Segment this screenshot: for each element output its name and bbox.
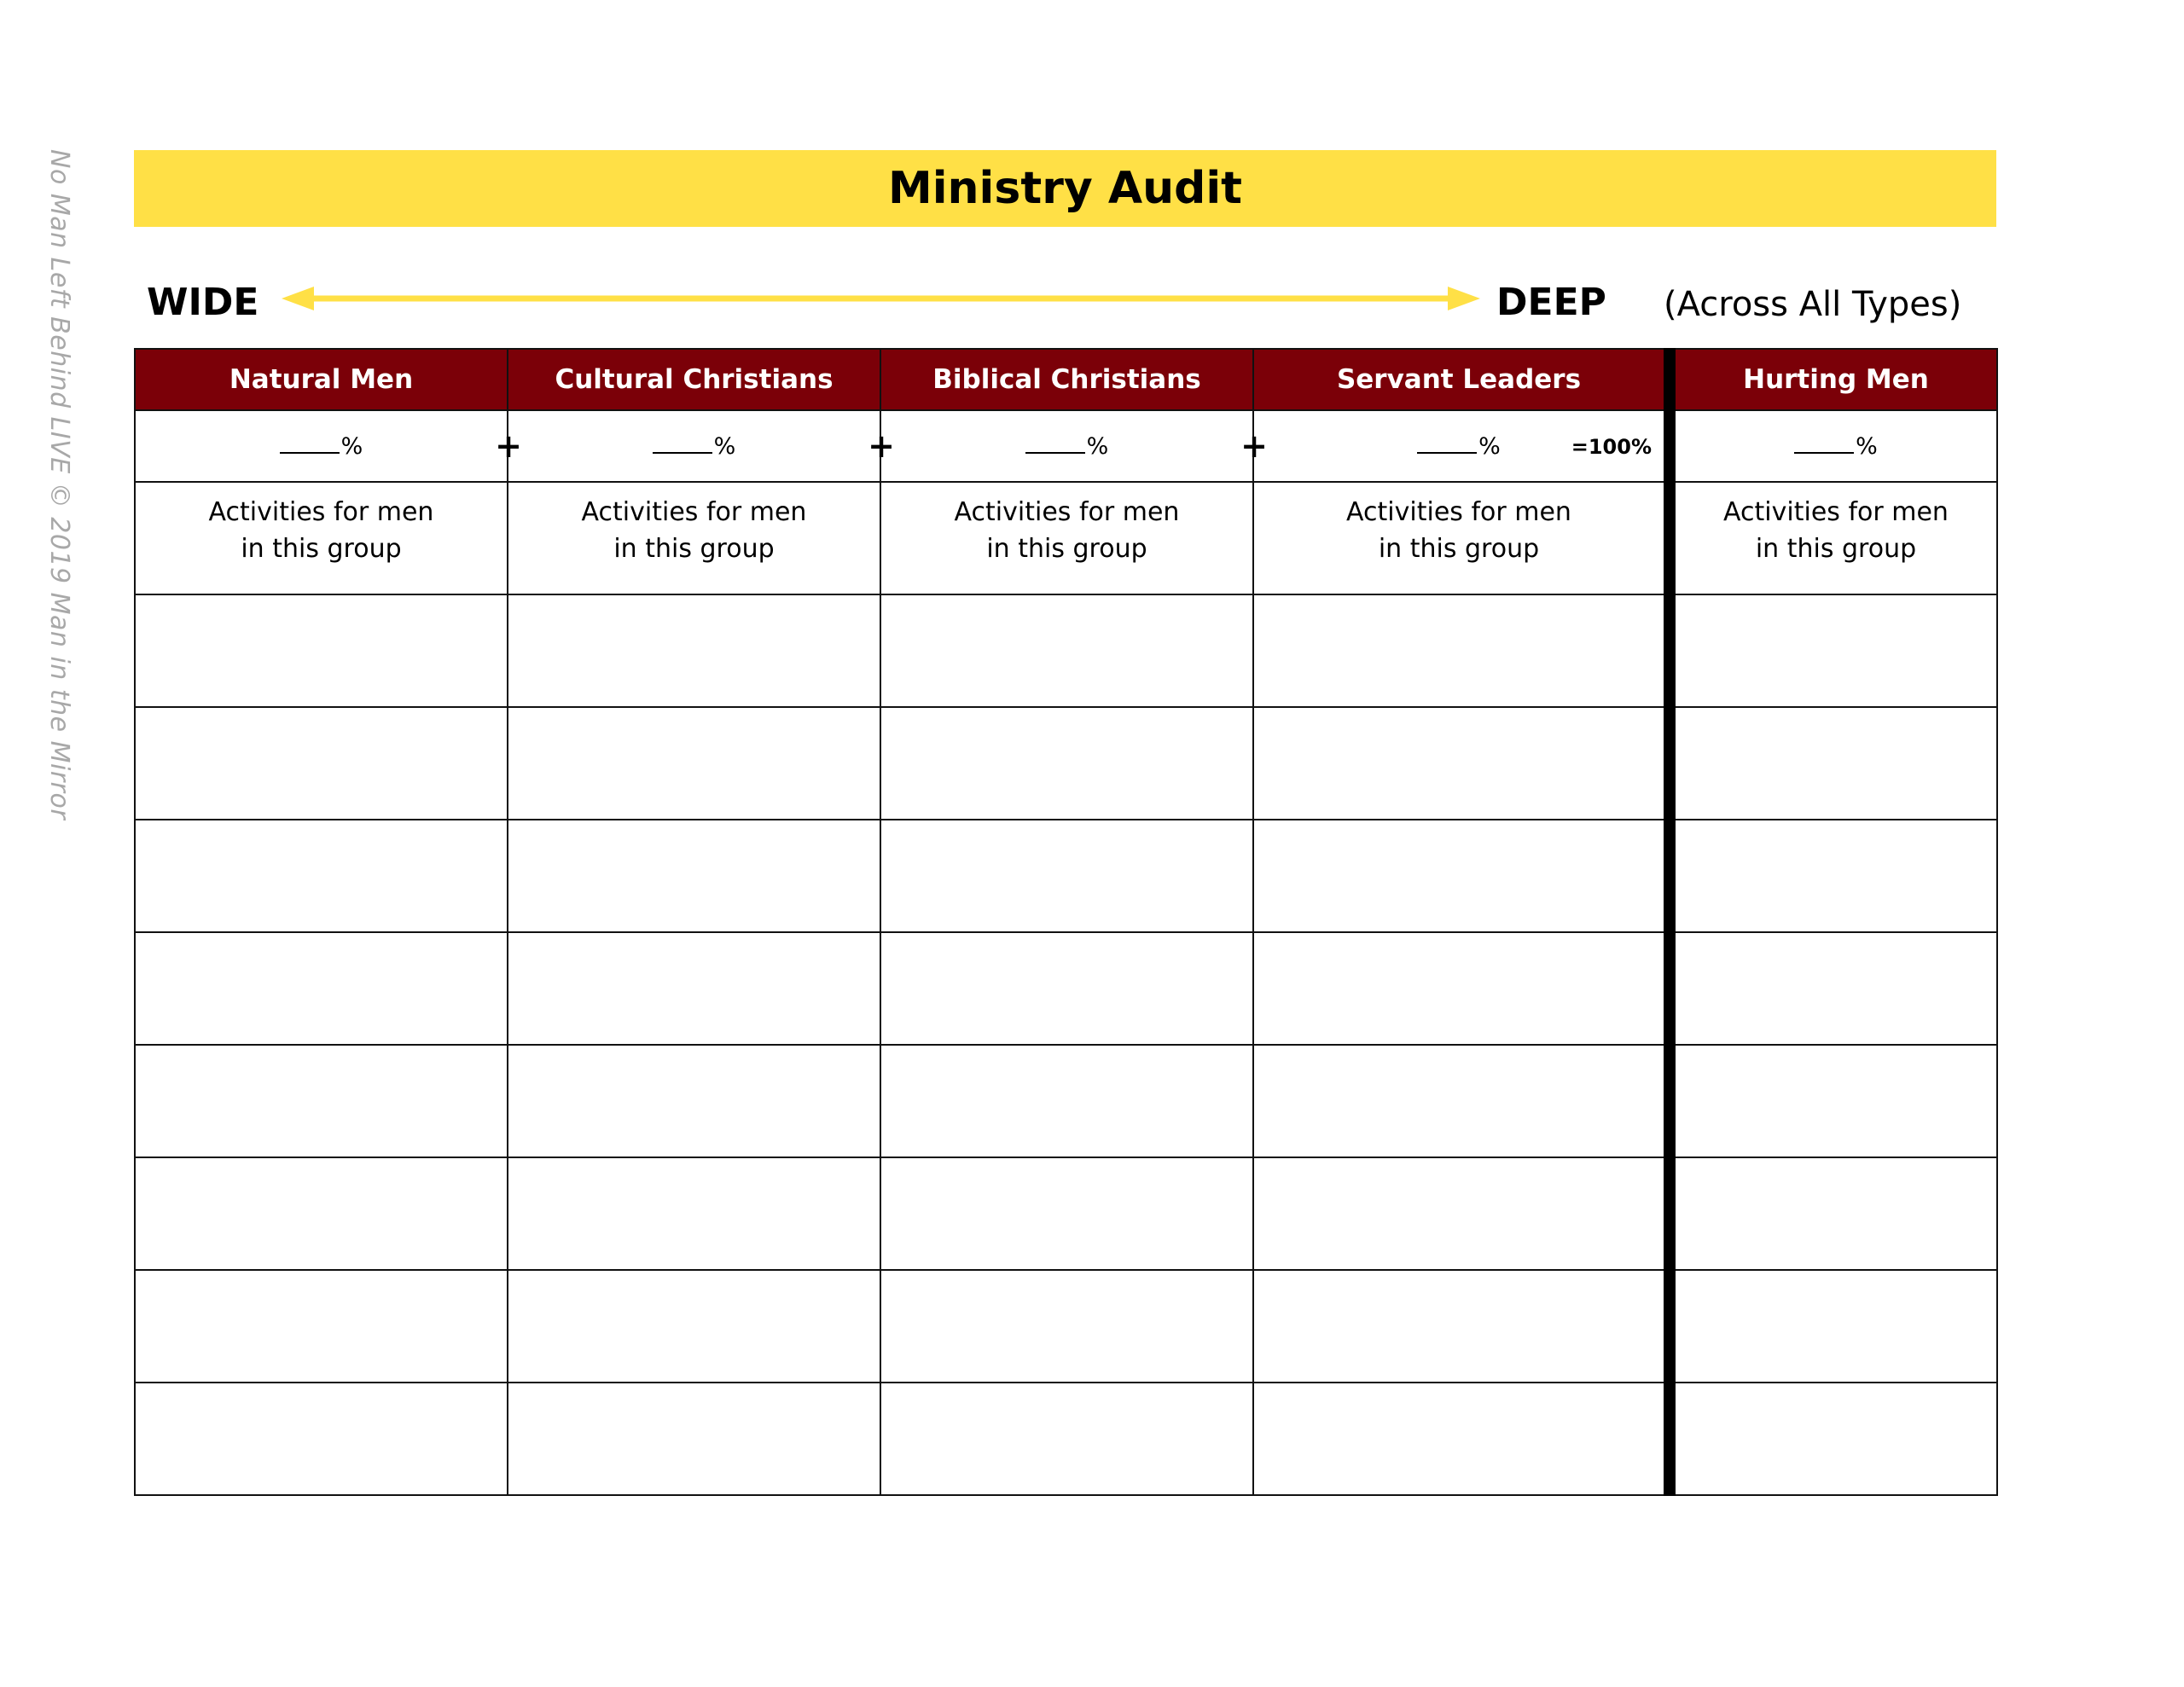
entry-cell[interactable] xyxy=(1670,932,1997,1045)
entry-cell[interactable] xyxy=(508,707,880,820)
entry-cell[interactable] xyxy=(880,1270,1253,1383)
table-row xyxy=(135,594,1997,707)
entry-cell[interactable] xyxy=(880,820,1253,932)
activities-cell: Activities for men in this group xyxy=(508,482,880,594)
entry-cell[interactable] xyxy=(1670,1045,1997,1157)
audit-table xyxy=(134,348,1998,1496)
percent-row xyxy=(135,410,1997,482)
plus-icon: + xyxy=(1240,427,1268,465)
entry-cell[interactable] xyxy=(1670,707,1997,820)
entry-cell[interactable] xyxy=(1253,1270,1670,1383)
entry-cell[interactable] xyxy=(508,932,880,1045)
percent-blank[interactable] xyxy=(1417,435,1477,454)
table-row xyxy=(135,932,1997,1045)
entry-cell[interactable] xyxy=(508,820,880,932)
activities-cell: Activities for men in this group xyxy=(135,482,508,594)
entry-cell[interactable] xyxy=(135,1383,508,1495)
title-banner xyxy=(134,150,1996,227)
entry-cell[interactable] xyxy=(1253,932,1670,1045)
plus-icon: + xyxy=(868,427,895,465)
entry-cell[interactable] xyxy=(135,1270,508,1383)
entry-cell[interactable] xyxy=(1253,594,1670,707)
table-row xyxy=(135,1045,1997,1157)
activities-cell: Activities for men in this group xyxy=(1670,482,1997,594)
table-row xyxy=(135,1157,1997,1270)
activities-cell: Activities for men in this group xyxy=(1253,482,1670,594)
column-header-servant-leaders: Servant Leaders xyxy=(1253,349,1670,410)
header-row xyxy=(135,349,1997,410)
percent-blank[interactable] xyxy=(1025,435,1085,454)
entry-cell[interactable] xyxy=(135,820,508,932)
entry-cell[interactable] xyxy=(1670,1270,1997,1383)
across-types-note: (Across All Types) xyxy=(1664,285,1962,324)
entry-cell[interactable] xyxy=(880,707,1253,820)
entry-cell[interactable] xyxy=(880,1157,1253,1270)
entry-cell[interactable] xyxy=(508,1383,880,1495)
entry-cell[interactable] xyxy=(135,932,508,1045)
entry-cell[interactable] xyxy=(880,1045,1253,1157)
entry-cell[interactable] xyxy=(508,1045,880,1157)
entry-cell[interactable] xyxy=(135,707,508,820)
entry-cell[interactable] xyxy=(1670,1157,1997,1270)
entry-cell[interactable] xyxy=(1670,820,1997,932)
entry-cell[interactable] xyxy=(508,594,880,707)
entry-cell[interactable] xyxy=(1670,1383,1997,1495)
percent-sign: % xyxy=(713,432,736,460)
entry-cell[interactable] xyxy=(1670,594,1997,707)
table-row xyxy=(135,820,1997,932)
table-row xyxy=(135,1383,1997,1495)
plus-icon: + xyxy=(495,427,522,465)
entry-cell[interactable] xyxy=(1253,707,1670,820)
percent-cell[interactable] xyxy=(1253,410,1670,482)
table-row xyxy=(135,1270,1997,1383)
table-row xyxy=(135,707,1997,820)
percent-sign: % xyxy=(1086,432,1109,460)
entry-cell[interactable] xyxy=(880,1383,1253,1495)
percent-cell[interactable] xyxy=(135,410,522,482)
total-equals-label: =100% xyxy=(1571,435,1652,460)
entry-cell[interactable] xyxy=(1253,820,1670,932)
blank-rows xyxy=(135,594,1997,1495)
activities-cell: Activities for men in this group xyxy=(880,482,1253,594)
entry-cell[interactable] xyxy=(880,594,1253,707)
wide-deep-arrow-icon xyxy=(282,281,1480,316)
entry-cell[interactable] xyxy=(508,1270,880,1383)
entry-cell[interactable] xyxy=(135,1045,508,1157)
percent-blank[interactable] xyxy=(280,435,340,454)
percent-cell[interactable] xyxy=(1670,410,1997,482)
entry-cell[interactable] xyxy=(508,1157,880,1270)
column-header-cultural-christians: Cultural Christians xyxy=(508,349,880,410)
entry-cell[interactable] xyxy=(880,932,1253,1045)
entry-cell[interactable] xyxy=(135,594,508,707)
page-title: Ministry Audit xyxy=(887,163,1243,214)
entry-cell[interactable] xyxy=(1253,1383,1670,1495)
percent-sign: % xyxy=(1478,432,1501,460)
percent-cell[interactable] xyxy=(508,410,895,482)
entry-cell[interactable] xyxy=(1253,1157,1670,1270)
percent-sign: % xyxy=(340,432,363,460)
entry-cell[interactable] xyxy=(135,1157,508,1270)
column-header-hurting-men: Hurting Men xyxy=(1670,349,1997,410)
entry-cell[interactable] xyxy=(1253,1045,1670,1157)
column-header-biblical-christians: Biblical Christians xyxy=(880,349,1253,410)
wide-label: WIDE xyxy=(147,281,259,324)
percent-blank[interactable] xyxy=(1794,435,1854,454)
percent-cell[interactable] xyxy=(880,410,1268,482)
percent-blank[interactable] xyxy=(653,435,712,454)
column-header-natural-men: Natural Men xyxy=(135,349,508,410)
deep-label: DEEP xyxy=(1496,281,1606,324)
percent-sign: % xyxy=(1856,432,1878,460)
activities-row xyxy=(135,482,1997,594)
copyright-note: No Man Left Behind LIVE © 2019 Man in the Mirror xyxy=(44,149,74,820)
